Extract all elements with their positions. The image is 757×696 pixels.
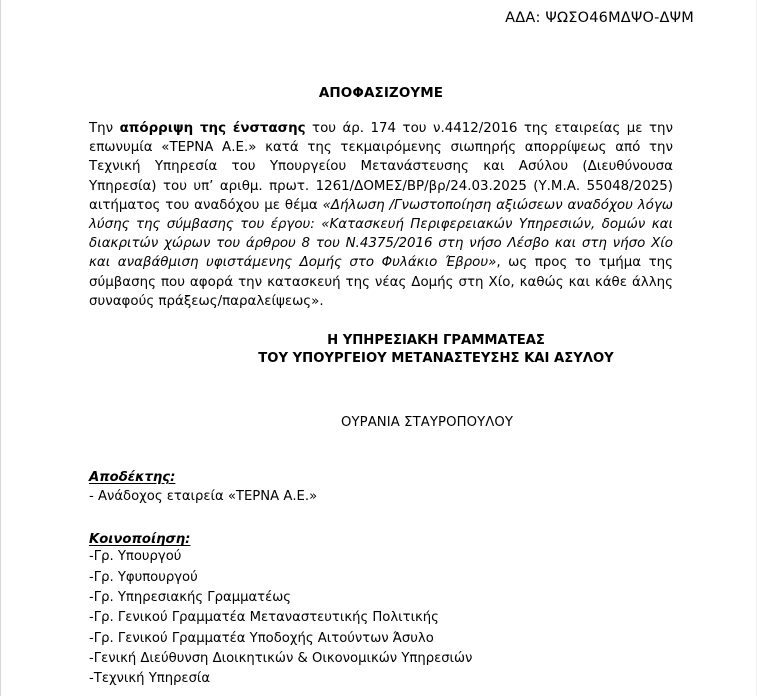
notification-entry: -Γρ. Υφυπουργού xyxy=(89,569,198,585)
paragraph-lead-bold: απόρριψη της ένστασης xyxy=(119,121,306,136)
recipients-section xyxy=(89,470,673,507)
signer-name: ΟΥΡΑΝΙΑ ΣΤΑΥΡΟΠΟΥΛΟΥ xyxy=(341,415,513,431)
notification-entry: -Γενική Διεύθυνση Διοικητικών & Οικονομικών Υπηρεσιών xyxy=(89,650,473,666)
recipient-entry: - Ανάδοχος εταιρεία «ΤΕΡΝΑ Α.Ε.» xyxy=(89,489,318,505)
decision-paragraph xyxy=(89,119,673,311)
notification-entry: -Γρ. Υπηρεσιακής Γραμματέως xyxy=(89,589,292,605)
paragraph-segment-2: , ως προς το τμήμα της σύμβασης που αφορά την κατασκευή της νέας Δομής στη Χίο, καθώς και κάθε άλλης συναφούς πράξεως/παραλείψεως». xyxy=(89,255,673,309)
document-content xyxy=(89,0,673,689)
notification-entry: -Γρ. Γενικού Γραμματέα Υποδοχής Αιτούντων Άσυλο xyxy=(89,630,434,646)
notification-heading: Κοινοποίηση: xyxy=(89,532,191,548)
notification-list xyxy=(89,547,673,689)
decision-title: ΑΠΟΦΑΣΙΖΟΥΜΕ xyxy=(318,85,444,101)
paragraph-lead-plain: Την xyxy=(89,121,120,136)
paragraph-italic-quote: «Δήλωση /Γνωστοποίηση αξιώσεων αναδόχου λόγω λύσης της σύμβασης του έργου: «Κατασκευή Περιφερειακών Υπηρεσιών, δομών και διακριτών χώρων του άρθρου 8 του Ν.4375/2016 στη νήσο Λέσβο και στη νήσο Χίο και αναβάθμιση υφιστάμενης Δομής στο Φυλάκιο Έβρου» xyxy=(89,197,674,271)
notification-entry: -Τεχνική Υπηρεσία xyxy=(89,671,211,687)
recipients-heading: Αποδέκτης: xyxy=(89,470,176,486)
paragraph-segment-1: του άρ. 174 του ν.4412/2016 της εταιρείας με την επωνυμία «ΤΕΡΝΑ Α.Ε.» κατά της τεκμαιρόμενης σιωπηρής απορρίψεως από την Τεχνική Υπηρεσία του Υπουργείου Μετανάστευσης και Ασύλου (Διευθύνουσα Υπηρεσία) του υπ’ αριθμ. πρωτ. 1261/ΔΟΜΕΣ/ΒΡ/βρ/24.03.2025 (Υ.Μ.Α. 55048/2025) αιτήματος του αναδόχου με θέμα xyxy=(89,121,673,213)
ada-reference-header: ΑΔΑ: ΨΩΣΟ46ΜΔΨΟ-ΔΨΜ xyxy=(505,10,694,26)
notification-entry: -Γρ. Υπουργού xyxy=(89,549,182,565)
signature-role-line-1: Η ΥΠΗΡΕΣΙΑΚΗ ΓΡΑΜΜΑΤΕΑΣ xyxy=(327,333,545,349)
signature-role-line-2: ΤΟΥ ΥΠΟΥΡΓΕΙΟΥ ΜΕΤΑΝΑΣΤΕΥΣΗΣ ΚΑΙ ΑΣΥΛΟΥ xyxy=(258,350,614,366)
signature-block xyxy=(89,332,673,367)
notification-section xyxy=(89,532,673,689)
notification-entry: -Γρ. Γενικού Γραμματέα Μεταναστευτικής Πολιτικής xyxy=(89,610,439,626)
